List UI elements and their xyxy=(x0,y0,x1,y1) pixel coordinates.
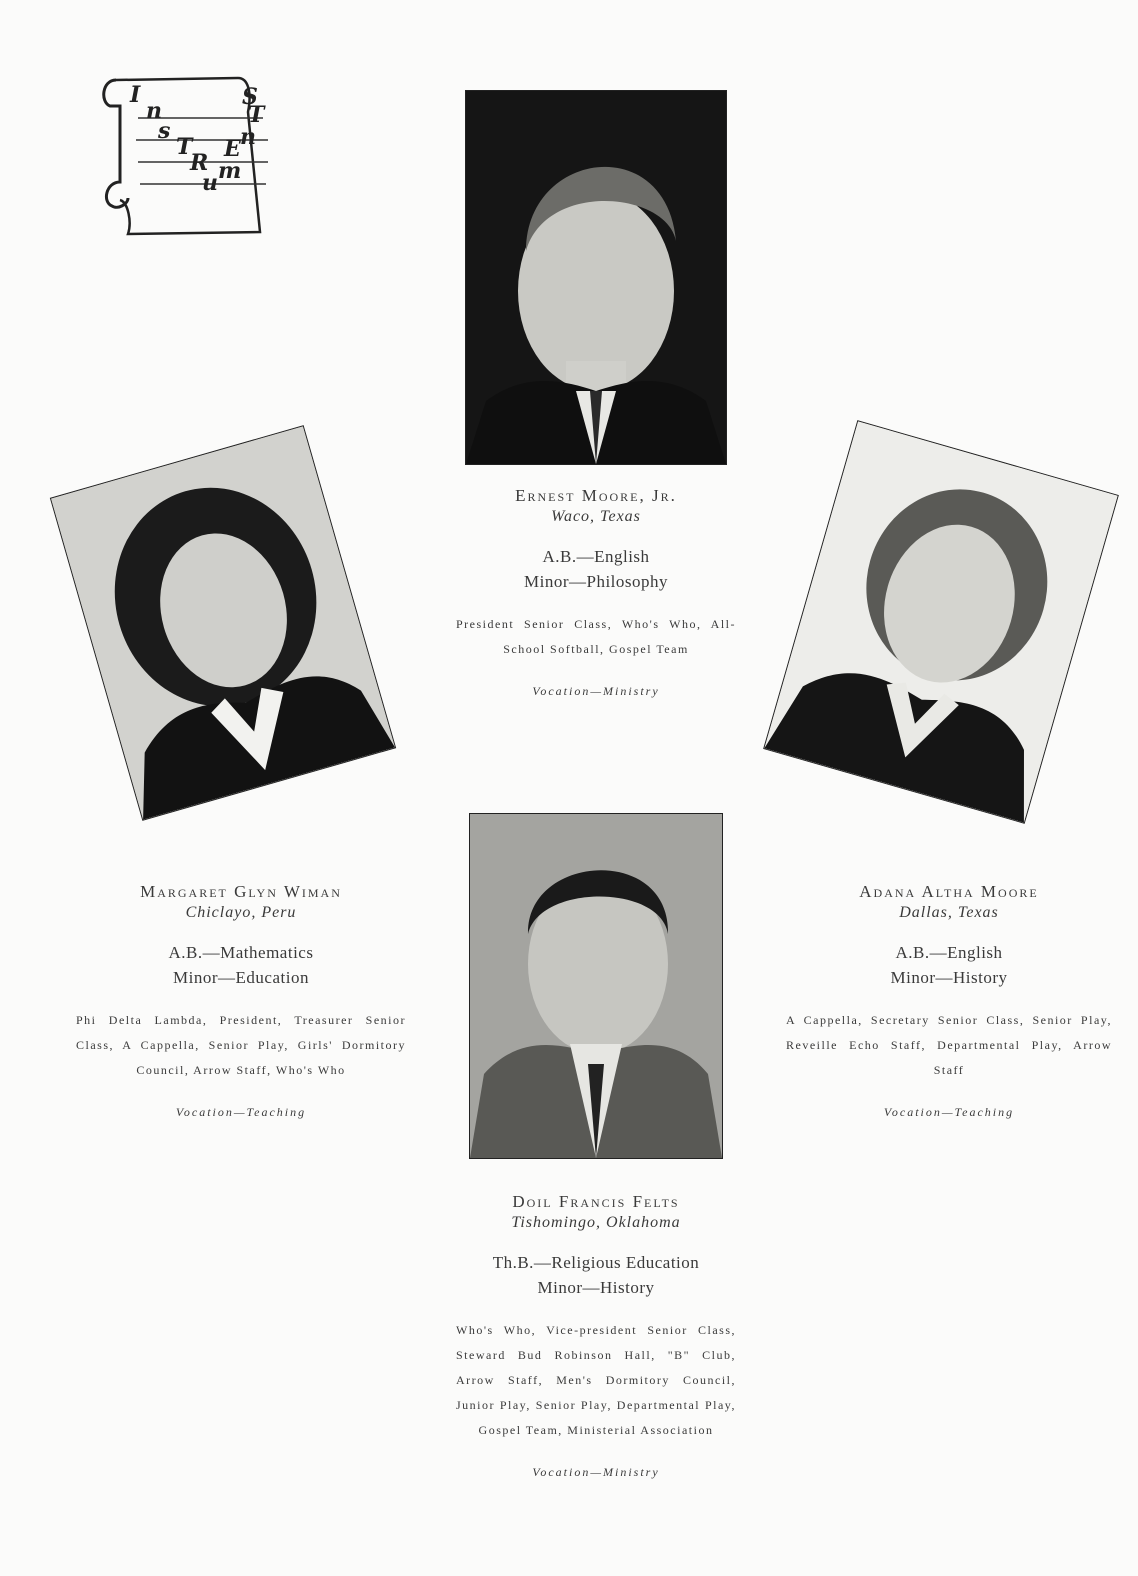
portrait-adana-moore xyxy=(764,421,1117,822)
student-activities: Who's Who, Vice-president Senior Class, Steward Bud Robinson Hall, "B" Club, Arrow Staff, Men's Dormitory Council, Junior Play, Senior Play, Departmental Play, Gospel Team, Ministerial Association xyxy=(456,1323,736,1437)
student-activities: A Cappella, Secretary Senior Class, Senior Play, Reveille Echo Staff, Departmental Play, Arrow Staff xyxy=(786,1013,1112,1077)
student-degree: A.B.—English xyxy=(542,547,650,566)
student-minor: Minor—History xyxy=(537,1278,655,1297)
student-minor: Minor—Philosophy xyxy=(523,572,669,591)
student-vocation: Vocation—Ministry xyxy=(532,1465,660,1479)
instrument-scroll-logo xyxy=(98,72,278,242)
student-hometown: Tishomingo, Oklahoma xyxy=(511,1214,681,1231)
student-name: Margaret Glyn Wiman xyxy=(140,882,342,901)
svg-text:u: u xyxy=(202,170,218,196)
student-vocation: Vocation—Teaching xyxy=(883,1105,1015,1119)
svg-text:T: T xyxy=(176,134,193,160)
svg-text:I: I xyxy=(130,82,141,108)
student-block-ernest-moore xyxy=(456,486,736,699)
svg-text:E: E xyxy=(224,136,241,162)
student-block-adana-moore xyxy=(786,882,1112,1120)
student-block-doil-felts xyxy=(456,1192,736,1480)
student-name: Doil Francis Felts xyxy=(512,1192,680,1211)
portrait-doil-felts xyxy=(470,814,722,1158)
svg-text:n: n xyxy=(146,98,162,124)
svg-text:T: T xyxy=(248,102,265,128)
student-degree: A.B.—Mathematics xyxy=(168,943,314,962)
student-degree: Th.B.—Religious Education xyxy=(492,1253,700,1272)
svg-text:S: S xyxy=(242,84,258,110)
student-vocation: Vocation—Ministry xyxy=(532,684,660,698)
svg-text:n: n xyxy=(240,124,256,150)
student-activities: President Senior Class, Who's Who, All-School Softball, Gospel Team xyxy=(456,617,736,656)
student-name: Ernest Moore, Jr. xyxy=(515,486,677,505)
student-block-margaret-wiman xyxy=(76,882,406,1120)
student-activities: Phi Delta Lambda, President, Treasurer Senior Class, A Cappella, Senior Play, Girls' Dormitory Council, Arrow Staff, Who's Who xyxy=(76,1013,406,1077)
portrait-margaret-wiman xyxy=(51,426,395,819)
student-vocation: Vocation—Teaching xyxy=(175,1105,307,1119)
student-minor: Minor—Education xyxy=(173,968,309,987)
student-hometown: Chiclayo, Peru xyxy=(185,904,297,921)
svg-text:R: R xyxy=(190,150,209,176)
portrait-ernest-moore xyxy=(466,91,726,464)
svg-text:s: s xyxy=(158,118,171,144)
student-hometown: Dallas, Texas xyxy=(899,904,999,921)
student-hometown: Waco, Texas xyxy=(551,508,641,525)
student-minor: Minor—History xyxy=(890,968,1008,987)
svg-text:m: m xyxy=(218,158,242,184)
student-name: Adana Altha Moore xyxy=(859,882,1039,901)
student-degree: A.B.—English xyxy=(895,943,1003,962)
